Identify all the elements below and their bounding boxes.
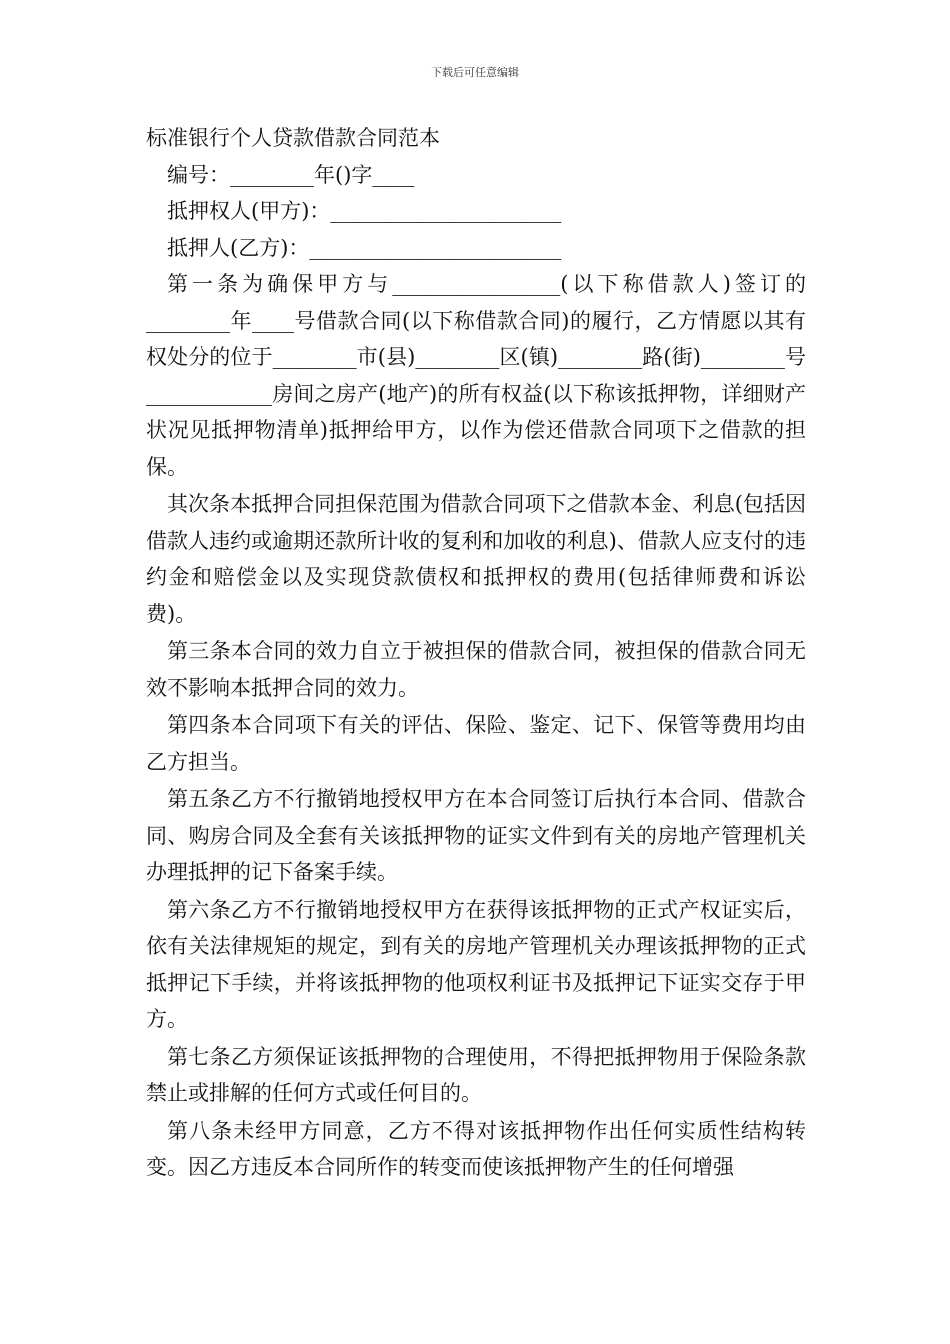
document-body xyxy=(146,120,806,1186)
article-6: 第六条乙方不行撤销地授权甲方在获得该抵押物的正式产权证实后，依有关法律规矩的规定，到有关的房地产管理机关办理该抵押物的正式抵押记下手续，并将该抵押物的他项权利证书及抵押记下证实交存于甲方。 xyxy=(146,897,806,1031)
article-2: 其次条本抵押合同担保范围为借款合同项下之借款本金、利息(包括因借款人违约或逾期还款所计收的复利和加收的利息)、借款人应支付的违约金和赔偿金以及实现贷款债权和抵押权的费用(包括律师费和诉讼费)。 xyxy=(146,492,806,626)
article-5: 第五条乙方不行撤销地授权甲方在本合同签订后执行本合同、借款合同、购房合同及全套有关该抵押物的证实文件到有关的房地产管理机关办理抵押的记下备案手续。 xyxy=(146,787,806,884)
article-4: 第四条本合同项下有关的评估、保险、鉴定、记下、保管等费用均由乙方担当。 xyxy=(146,713,806,774)
article-8: 第八条未经甲方同意，乙方不得对该抵押物作出任何实质性结构转变。因乙方违反本合同所作的转变而使该抵押物产生的任何增强 xyxy=(146,1118,806,1179)
article-7: 第七条乙方须保证该抵押物的合理使用，不得把抵押物用于保险条款禁止或排解的任何方式或任何目的。 xyxy=(146,1044,806,1105)
mortgagor-field: 抵押人(乙方)：________________________ xyxy=(167,235,562,260)
article-3: 第三条本合同的效力自立于被担保的借款合同，被担保的借款合同无效不影响本抵押合同的效力。 xyxy=(146,639,806,700)
article-1: 第一条为确保甲方与________________(以下称借款人)签订的________年____号借款合同(以下称借款合同)的履行，乙方情愿以其有权处分的位于________市(县)________区(镇)________路(街)________号____________房间之房产(地产)的所有权益(以下称该抵押物，详细财产状况见抵押物清单)抵押给甲方，以作为偿还借款合同项下之借款的担保。 xyxy=(146,272,806,479)
page-header: 下载后可任意编辑 xyxy=(431,66,519,79)
document-title: 标准银行个人贷款借款合同范本 xyxy=(146,126,440,150)
contract-number-field: 编号：________年()字____ xyxy=(167,162,415,187)
mortgagee-field: 抵押权人(甲方)：______________________ xyxy=(167,199,562,223)
